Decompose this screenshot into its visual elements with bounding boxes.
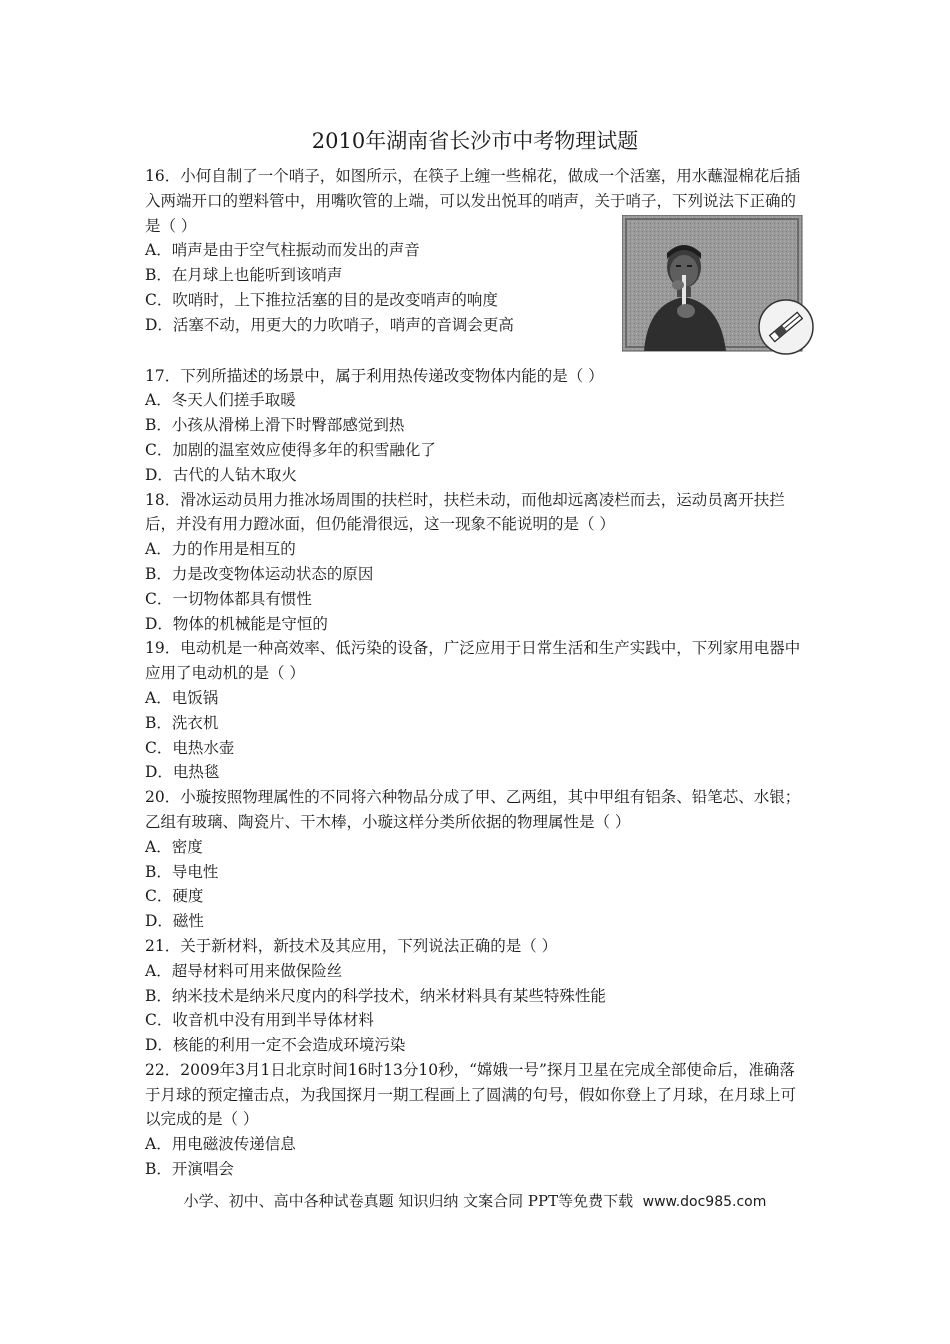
answer-option: B．纳米技术是纳米尺度内的科学技术，纳米材料具有某些特殊性能 (145, 986, 606, 1005)
answer-option: A．密度 (145, 837, 203, 856)
question-20 (145, 785, 810, 934)
question-stem: 16．小何自制了一个哨子，如图所示，在筷子上缠一些棉花，做成一个活塞，用水蘸湿棉花后插入两端开口的塑料管中，用嘴吹管的上端，可以发出悦耳的哨声，关于哨子，下列说法下正确的是（ ） (145, 167, 801, 235)
page-footer (0, 1190, 950, 1213)
answer-option: B．小孩从滑梯上滑下时臀部感觉到热 (145, 416, 405, 435)
answer-option: B．开演唱会 (145, 1160, 234, 1179)
answer-option: A．电饭锅 (145, 688, 219, 707)
answer-option: C．硬度 (145, 887, 204, 906)
answer-option: C．吹哨时，上下推拉活塞的目的是改变哨声的响度 (145, 290, 498, 309)
question-stem: 19．电动机是一种高效率、低污染的设备，广泛应用于日常生活和生产实践中，下列家用电器中应用了电动机的是（ ） (145, 639, 801, 683)
footer-text: 小学、初中、高中各种试卷真题 知识归纳 文案合同 PPT等免费下载 (183, 1192, 634, 1210)
answer-option: A．用电磁波传递信息 (145, 1135, 296, 1154)
answer-option: D．古代的人钻木取火 (145, 465, 297, 484)
answer-option: B．导电性 (145, 862, 219, 881)
page-title: 2010年湖南省长沙市中考物理试题 (311, 129, 639, 153)
answer-option: C．电热水壶 (145, 738, 235, 757)
question-22 (145, 1058, 810, 1182)
question-17 (145, 364, 810, 488)
question-stem: 22．2009年3月1日北京时间16时13分10秒，“嫦娥一号”探月卫星在完成全部使命后，准确落于月球的预定撞击点，为我国探月一期工程画上了圆满的句号，假如你登上了月球，在月球上可以完成的是（ ） (145, 1060, 797, 1129)
question-stem: 17．下列所描述的场景中，属于利用热传递改变物体内能的是（ ） (145, 366, 604, 385)
answer-option: C．一切物体都具有惯性 (145, 589, 312, 608)
answer-option: C．收音机中没有用到半导体材料 (145, 1011, 374, 1030)
footer-link[interactable]: www.doc985.com (642, 1194, 767, 1210)
answer-option: D．电热毯 (145, 763, 220, 782)
questions (145, 164, 810, 1182)
answer-option: B．在月球上也能听到该哨声 (145, 266, 343, 285)
answer-option: B．洗衣机 (145, 713, 219, 732)
answer-option: D．磁性 (145, 912, 204, 931)
answer-option: B．力是改变物体运动状态的原因 (145, 564, 374, 583)
question-19 (145, 636, 810, 785)
answer-option: D．核能的利用一定不会造成环境污染 (145, 1036, 406, 1055)
question-stem: 18．滑冰运动员用力推冰场周围的扶栏时，扶栏未动，而他却远离凌栏而去，运动员离开扶拦后，并没有用力蹬冰面，但仍能滑很远，这一现象不能说明的是（ ） (145, 490, 785, 534)
question-stem: 20．小璇按照物理属性的不同将六种物品分成了甲、乙两组，其中甲组有铝条、铅笔芯、水银；乙组有玻璃、陶瓷片、干木棒，小璇这样分类所依据的物理属性是（ ） (145, 788, 801, 831)
question-16 (145, 164, 810, 338)
question-stem: 21．关于新材料，新技术及其应用，下列说法正确的是（ ） (145, 936, 558, 955)
answer-option: A．哨声是由于空气柱振动而发出的声音 (145, 241, 420, 260)
question-21 (145, 934, 810, 1058)
answer-option: A．超导材料可用来做保险丝 (145, 961, 343, 980)
answer-option: C．加剧的温室效应使得多年的积雪融化了 (145, 440, 436, 459)
answer-option: A．冬天人们搓手取暖 (145, 391, 296, 410)
answer-option: D．活塞不动，用更大的力吹哨子，哨声的音调会更高 (145, 315, 514, 334)
question-18 (145, 488, 810, 637)
answer-option: D．物体的机械能是守恒的 (145, 614, 328, 633)
answer-option: A．力的作用是相互的 (145, 540, 296, 559)
